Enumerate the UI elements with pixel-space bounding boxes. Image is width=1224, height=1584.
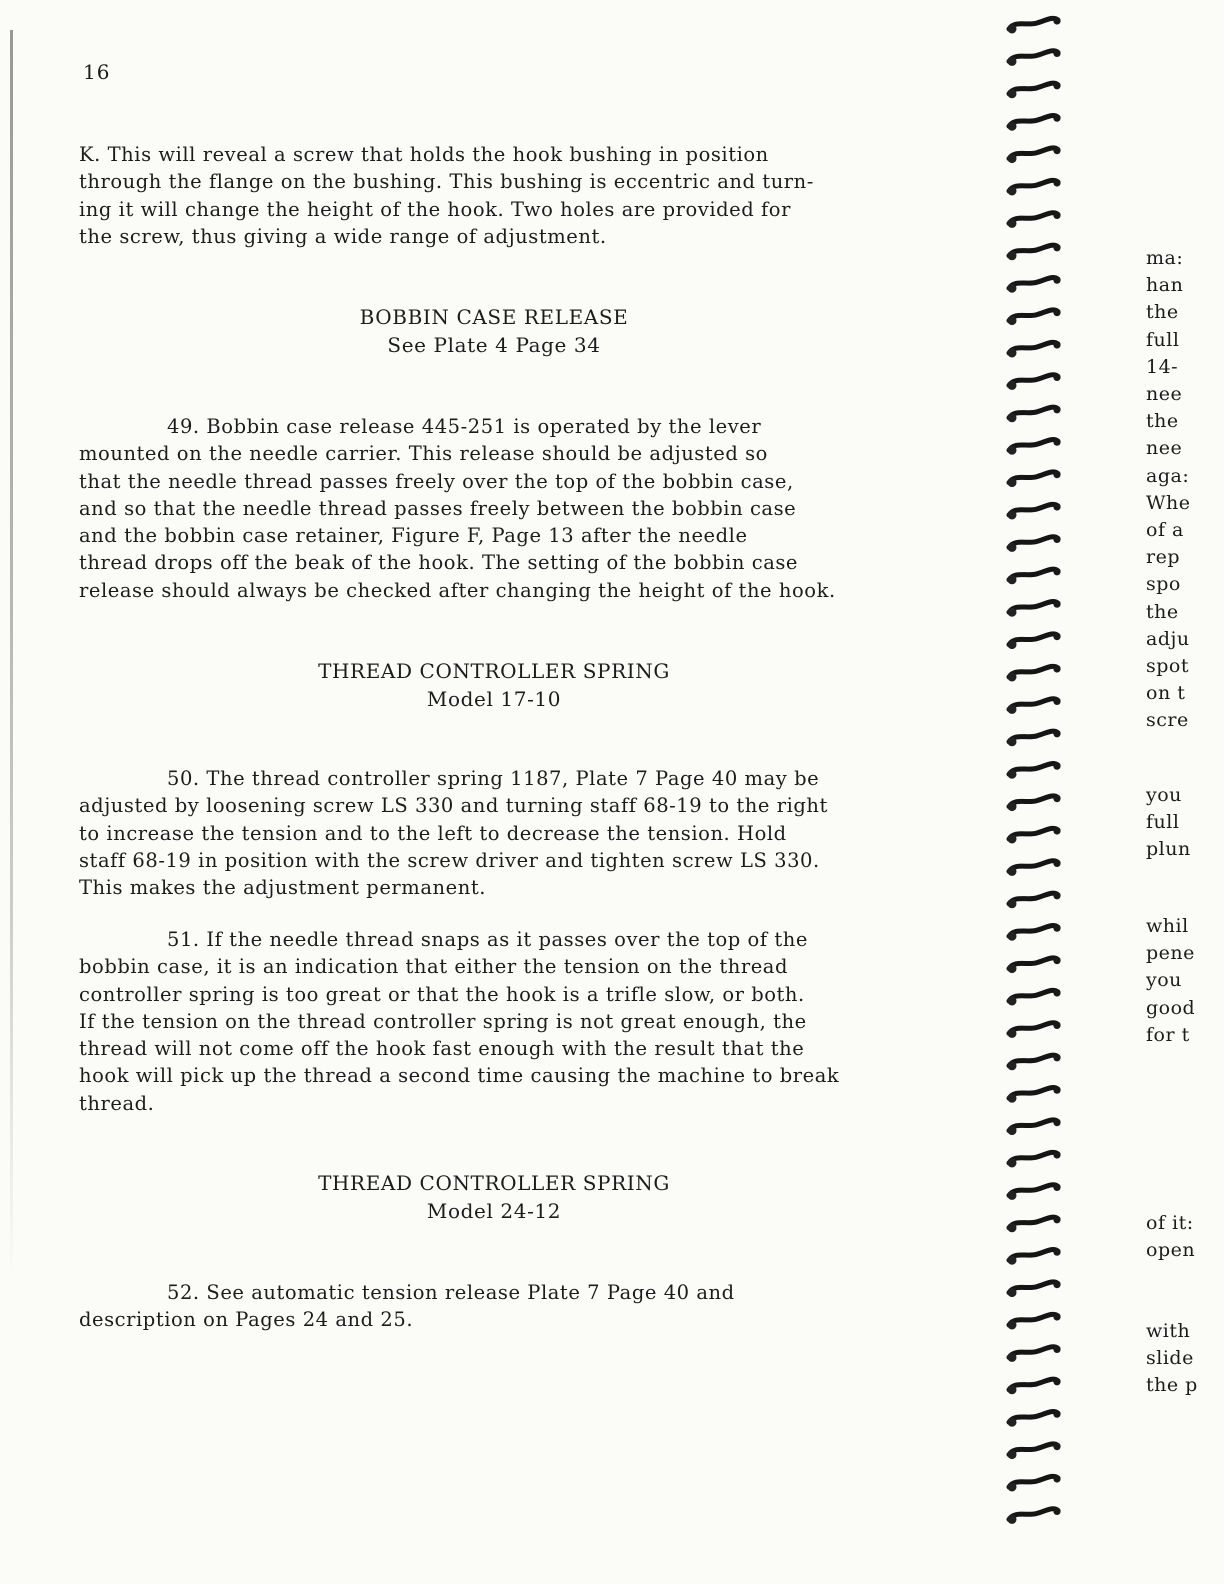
para-line: 49. Bobbin case release 445-251 is operated by the lever <box>167 415 762 438</box>
para-line: 50. The thread controller spring 1187, Plate 7 Page 40 may be <box>167 767 820 790</box>
paragraph-52 <box>79 1279 959 1334</box>
spiral-coil <box>1008 471 1061 487</box>
spiral-coil <box>1008 989 1061 1005</box>
spiral-coil <box>1008 1313 1061 1329</box>
paragraph-49 <box>79 413 959 604</box>
spiral-coil <box>1008 406 1061 422</box>
spiral-coil <box>1008 115 1061 131</box>
spiral-coil <box>1008 1249 1061 1265</box>
spiral-coil <box>1008 1346 1061 1362</box>
page-left-edge-shadow <box>10 30 13 1280</box>
facing-text-line: whil <box>1146 915 1189 937</box>
spiral-coil <box>1008 1508 1061 1524</box>
facing-text-line: of it: <box>1146 1212 1194 1234</box>
spiral-coil <box>1008 1378 1061 1394</box>
spiral-binding <box>1003 0 1073 1584</box>
facing-text-line: aga: <box>1146 464 1190 487</box>
spiral-coil <box>1008 1281 1061 1297</box>
heading-subtitle: Model 17-10 <box>426 687 562 711</box>
intro-line: the screw, thus giving a wide range of adjustment. <box>79 224 607 248</box>
spiral-coil <box>1008 1087 1061 1103</box>
spiral-coil <box>1008 892 1061 908</box>
facing-text-line: you <box>1146 784 1182 806</box>
spiral-coil <box>1008 795 1061 811</box>
thread-controller-spring-heading-24-12 <box>79 1169 909 1225</box>
facing-text-line: on t <box>1146 682 1186 705</box>
spiral-coil <box>1008 633 1061 649</box>
facing-text-line: good <box>1146 996 1196 1019</box>
facing-text-group <box>1146 1318 1198 1400</box>
para-line: staff 68-19 in position with the screw driver and tighten screw LS 330. <box>79 848 820 872</box>
intro-paragraph <box>79 141 959 250</box>
para-line: bobbin case, it is an indication that either the tension on the thread <box>79 955 788 979</box>
spiral-coil <box>1008 536 1061 552</box>
spiral-coil <box>1008 50 1061 66</box>
facing-text-group <box>1146 1210 1195 1264</box>
facing-text-line: pene <box>1146 942 1195 965</box>
para-line: controller spring is too great or that the hook is a trifle slow, or both. <box>79 982 805 1006</box>
heading-title: THREAD CONTROLLER SPRING <box>318 1171 670 1195</box>
spiral-coil <box>1008 1119 1061 1135</box>
spiral-coil <box>1008 1475 1061 1491</box>
facing-text-line: with <box>1146 1320 1191 1342</box>
spiral-coil <box>1008 147 1061 163</box>
facing-text-group <box>1146 913 1195 1049</box>
paragraph-51 <box>79 926 959 1117</box>
facing-text-line: ma: <box>1146 247 1184 269</box>
para-line: to increase the tension and to the left to decrease the tension. Hold <box>79 821 787 845</box>
facing-text-line: of a <box>1146 519 1184 542</box>
spiral-coil <box>1008 1216 1061 1232</box>
facing-text-line: slide <box>1146 1347 1194 1370</box>
facing-text-line: 14- <box>1146 355 1179 378</box>
facing-page-fragment <box>1146 0 1224 1584</box>
spiral-coil <box>1008 309 1061 325</box>
facing-text-line: spo <box>1146 573 1181 596</box>
heading-title: THREAD CONTROLLER SPRING <box>318 659 670 683</box>
para-line: This makes the adjustment permanent. <box>79 876 486 900</box>
spiral-coil <box>1008 341 1061 357</box>
facing-text-line: rep <box>1146 546 1180 569</box>
page-number: 16 <box>83 60 111 84</box>
facing-text-line: han <box>1146 274 1184 297</box>
para-line: 51. If the needle thread snaps as it passes over the top of the <box>167 928 808 951</box>
para-line: that the needle thread passes freely over the top of the bobbin case, <box>79 469 794 493</box>
facing-text-line: the <box>1146 600 1179 623</box>
intro-line: K. This will reveal a screw that holds the hook bushing in position <box>79 143 769 166</box>
spiral-coil <box>1008 957 1061 973</box>
para-line: thread will not come off the hook fast enough with the result that the <box>79 1037 805 1061</box>
spiral-coil <box>1008 1151 1061 1167</box>
para-line: description on Pages 24 and 25. <box>79 1308 414 1332</box>
spiral-coil <box>1008 1054 1061 1070</box>
para-line: adjusted by loosening screw LS 330 and turning staff 68-19 to the right <box>79 794 828 818</box>
spiral-coil <box>1008 860 1061 876</box>
facing-text-line: for t <box>1146 1023 1190 1046</box>
spiral-coil <box>1008 665 1061 681</box>
facing-text-line: the p <box>1146 1374 1198 1397</box>
heading-subtitle: Model 24-12 <box>426 1199 562 1223</box>
spiral-coil <box>1008 568 1061 584</box>
spiral-coil <box>1008 374 1061 390</box>
para-line: and the bobbin case retainer, Figure F, Page 13 after the needle <box>79 524 748 548</box>
facing-text-group <box>1146 245 1191 735</box>
spiral-coil <box>1008 82 1061 98</box>
facing-text-line: the <box>1146 301 1179 324</box>
para-line: If the tension on the thread controller spring is not great enough, the <box>79 1009 807 1033</box>
facing-text-line: you <box>1146 969 1182 992</box>
spiral-coil <box>1008 730 1061 746</box>
facing-text-line: plun <box>1146 838 1191 861</box>
intro-line: through the flange on the bushing. This bushing is eccentric and turn- <box>79 170 814 194</box>
spiral-coil <box>1008 244 1061 260</box>
spiral-coil <box>1008 1184 1061 1200</box>
para-line: 52. See automatic tension release Plate 7 Page 40 and <box>167 1281 735 1304</box>
spiral-coil <box>1008 212 1061 228</box>
facing-text-group <box>1146 782 1191 864</box>
facing-text-line: nee <box>1146 437 1183 460</box>
spiral-coil <box>1008 439 1061 455</box>
para-line: thread. <box>79 1091 155 1115</box>
heading-subtitle: See Plate 4 Page 34 <box>387 333 601 357</box>
facing-text-line: spot <box>1146 655 1189 678</box>
spiral-coil <box>1008 17 1061 33</box>
facing-text-line: the <box>1146 410 1179 433</box>
para-line: mounted on the needle carrier. This release should be adjusted so <box>79 442 768 466</box>
spiral-coil <box>1008 827 1061 843</box>
spiral-coil <box>1008 1022 1061 1038</box>
facing-text-line: open <box>1146 1239 1196 1262</box>
bobbin-case-release-heading <box>79 303 909 359</box>
para-line: hook will pick up the thread a second time causing the machine to break <box>79 1064 840 1088</box>
paragraph-50 <box>79 765 959 901</box>
spiral-coil <box>1008 1443 1061 1459</box>
spiral-coil <box>1008 763 1061 779</box>
intro-line: ing it will change the height of the hook. Two holes are provided for <box>79 197 791 221</box>
spiral-coil <box>1008 698 1061 714</box>
spiral-coil <box>1008 277 1061 293</box>
heading-title: BOBBIN CASE RELEASE <box>359 305 629 329</box>
facing-text-line: adju <box>1146 627 1190 650</box>
facing-text-line: full <box>1146 328 1180 351</box>
spiral-coil <box>1008 925 1061 941</box>
para-line: and so that the needle thread passes freely between the bobbin case <box>79 496 797 520</box>
spiral-coil <box>1008 601 1061 617</box>
facing-text-line: Whe <box>1146 491 1191 514</box>
facing-text-line: nee <box>1146 383 1183 406</box>
spiral-coil <box>1008 1411 1061 1427</box>
facing-text-line: scre <box>1146 709 1189 732</box>
spiral-coil <box>1008 503 1061 519</box>
facing-text-line: full <box>1146 811 1180 834</box>
spiral-binding-graphic <box>1003 0 1073 1584</box>
thread-controller-spring-heading-17-10 <box>79 657 909 713</box>
para-line: release should always be checked after changing the height of the hook. <box>79 578 836 602</box>
spiral-coil <box>1008 179 1061 195</box>
para-line: thread drops off the beak of the hook. The setting of the bobbin case <box>79 551 799 575</box>
